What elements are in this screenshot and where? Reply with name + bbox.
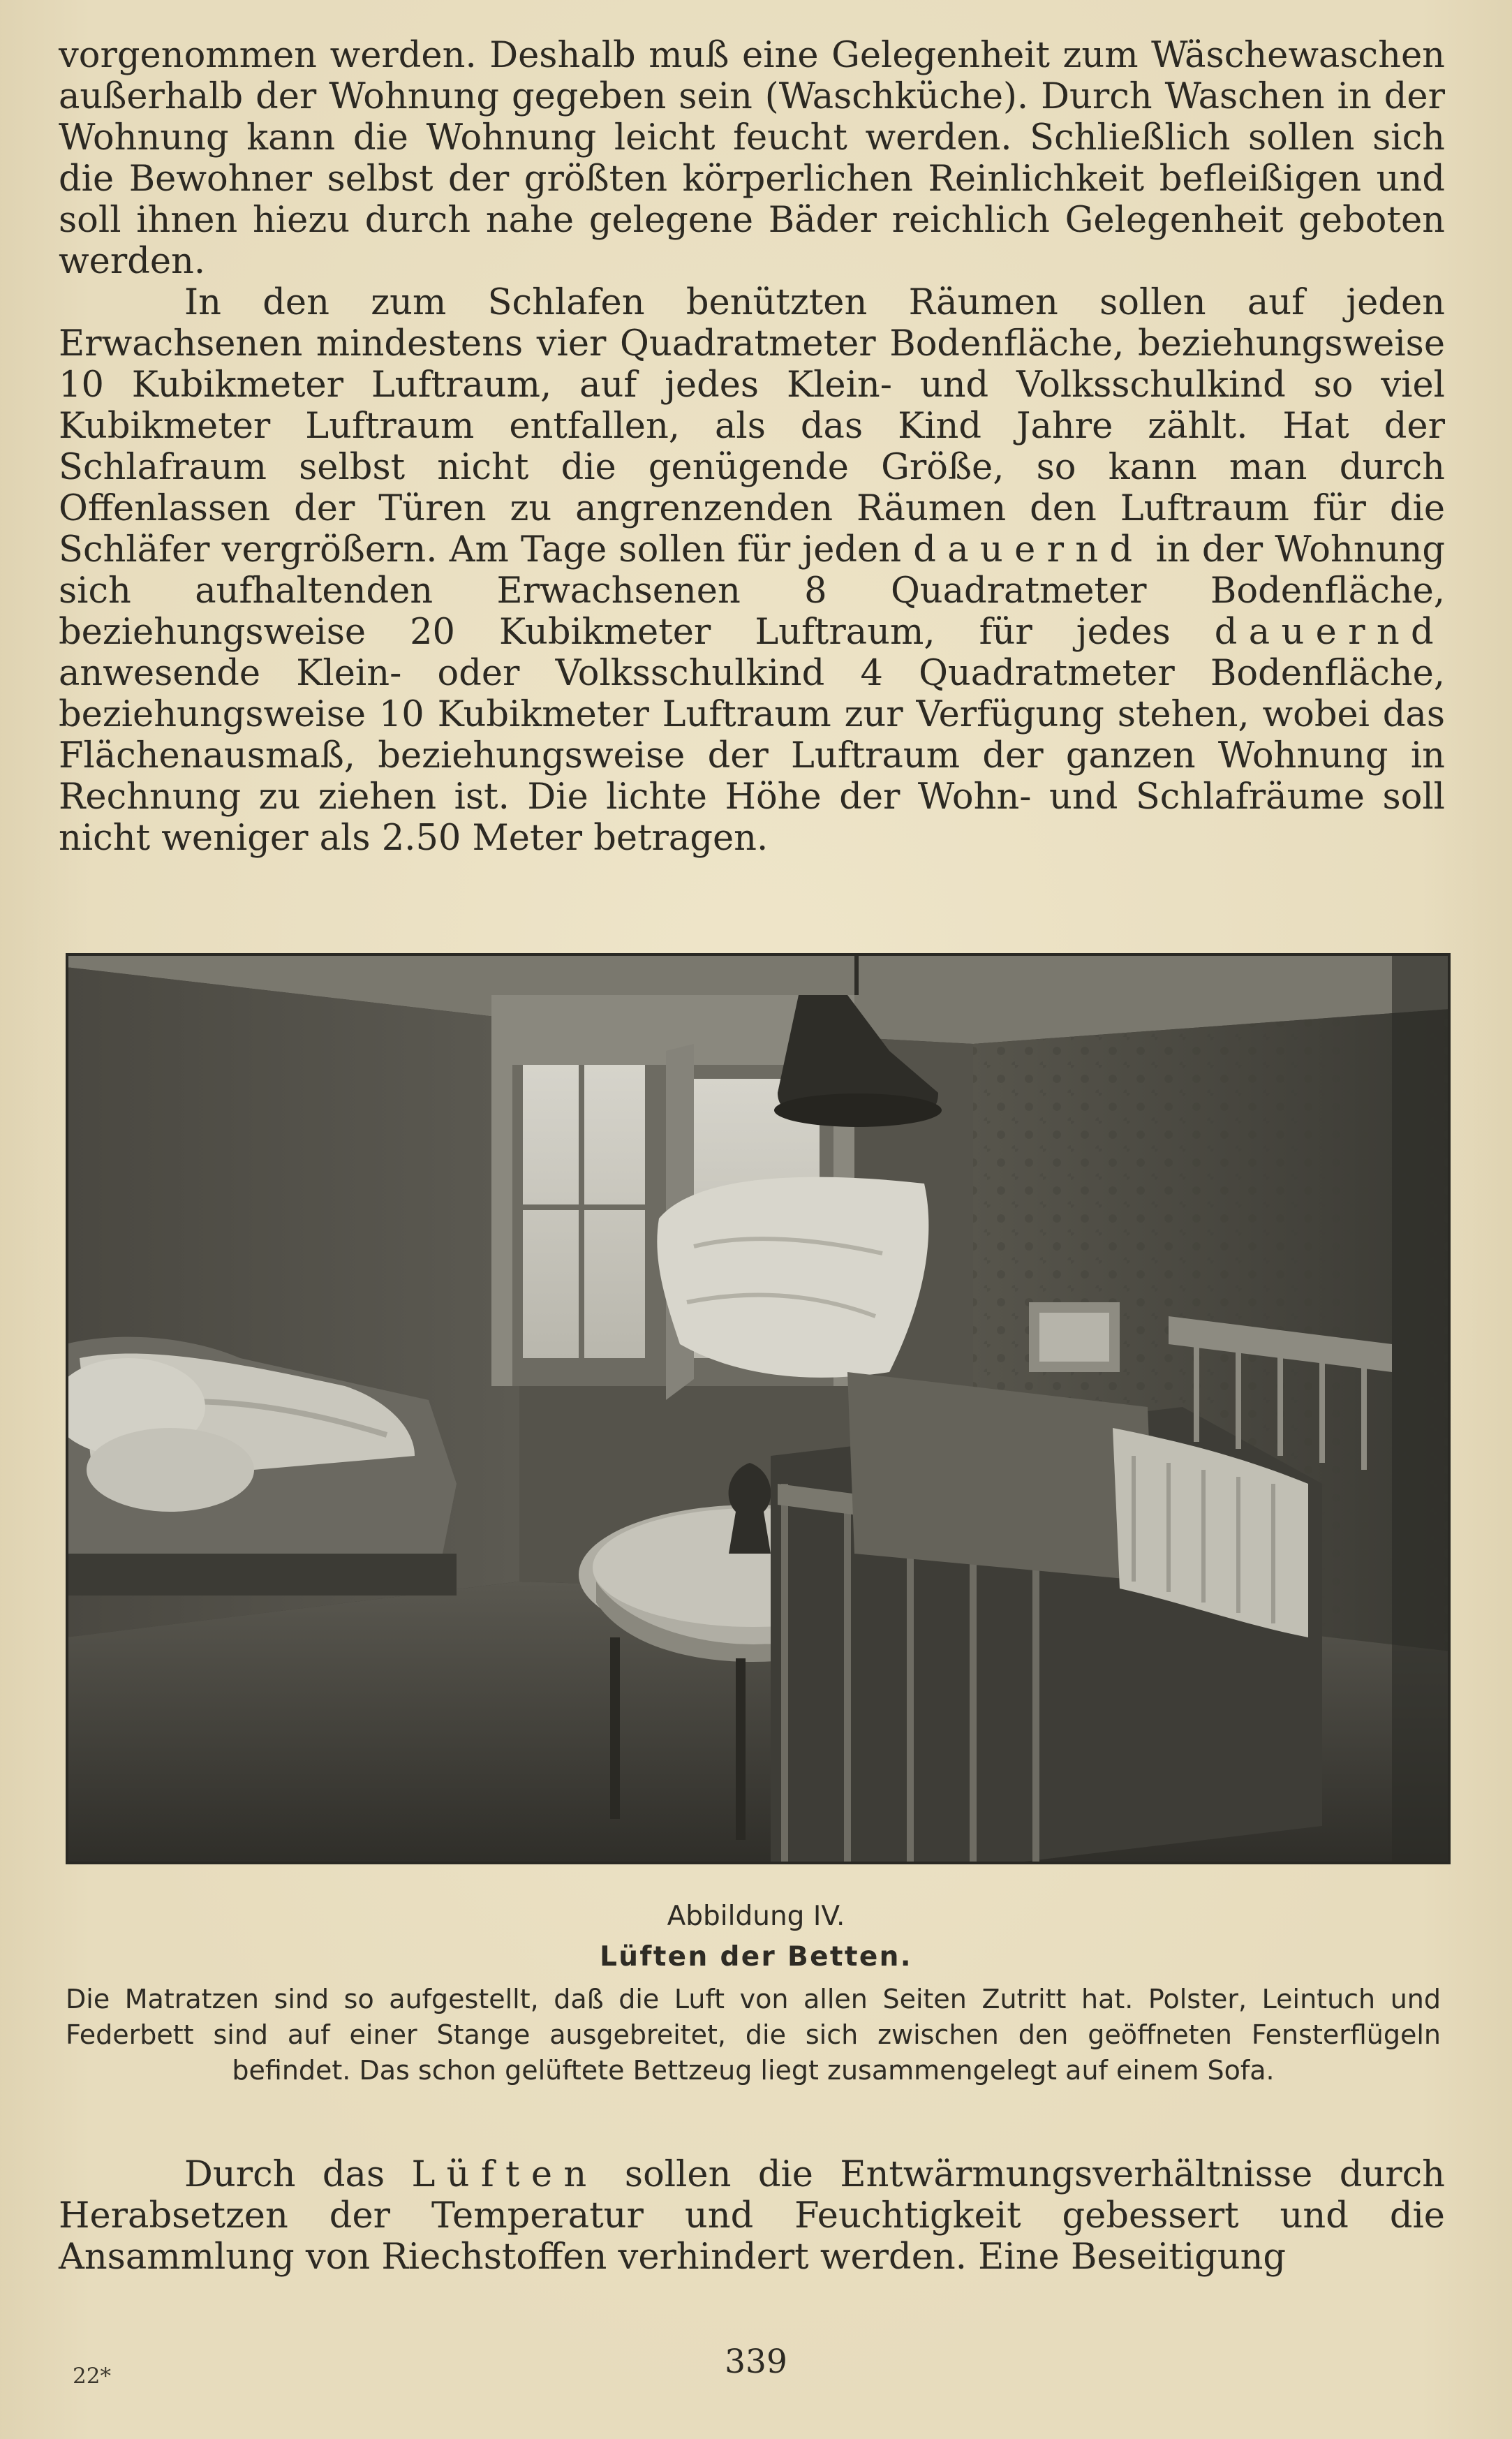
emphasis-lueften: Lüften xyxy=(411,2154,598,2195)
paragraph-2 xyxy=(59,282,1445,859)
body-text-bottom xyxy=(59,2154,1445,2278)
figure-caption: Die Matratzen sind so aufgestellt, daß die Luft von allen Seiten Zutritt hat. Polster, Leintuch und Federbett sind auf einer Stange ausgebreitet, die sich zwischen den geöffneten Fensterflügeln befindet. Das schon gelüftete Bettzeug liegt zusammengelegt auf einem Sofa. xyxy=(66,1984,1441,2086)
paragraph-3-rest: sollen die Entwärmungsverhältnisse durch Herabsetzen der Temperatur und Feuchtigkeit gebessert und die Ansammlung von Riechstoffen verhindert werden. Eine Beseitigung xyxy=(59,2154,1445,2278)
figure-number: Abbildung IV. xyxy=(667,1901,845,1932)
bedroom-photograph xyxy=(66,953,1451,1864)
photo-illustration xyxy=(66,953,1451,1864)
figure-title: Lüften der Betten. xyxy=(600,1941,912,1973)
paragraph-2-part-a: In den zum Schlafen benützten Räumen sollen auf jeden Erwachsenen mindestens vier Quadratmeter Bodenfläche, beziehungsweise 10 Kubikmeter Luftraum, auf jedes Klein- und Volksschulkind so viel Kubikmeter Luftraum entfallen, als das Kind Jahre zählt. Hat der Schlafraum selbst nicht die genügende Größe, so kann man durch Offenlassen der Türen zu angrenzenden Räumen den Luftraum für die Schläfer vergrößern. Am Tage sollen für jeden xyxy=(59,282,1445,570)
paragraph-1: vorgenommen werden. Deshalb muß eine Gelegenheit zum Wäschewaschen außerhalb der Wohnung gegeben sein (Waschküche). Durch Waschen in der Wohnung kann die Wohnung leicht feucht werden. Schließlich sollen sich die Bewohner selbst der größten körperlichen Reinlichkeit befleißigen und soll ihnen hiezu durch nahe gelegene Bäder reichlich Gelegenheit geboten werden. xyxy=(59,35,1445,282)
body-text-top xyxy=(59,35,1445,859)
page-number: 339 xyxy=(725,2343,787,2381)
paragraph-3 xyxy=(59,2154,1445,2278)
emphasis-dauernd-1: dauernd xyxy=(913,529,1144,570)
paragraph-2-part-b: in der Wohnung sich aufhaltenden Erwachsenen 8 Quadratmeter Bodenfläche, beziehungsweise 20 Kubikmeter Luftraum, für jedes xyxy=(59,529,1445,653)
emphasis-dauernd-2: dauernd xyxy=(1214,612,1445,653)
paragraph-3-prefix: Durch das xyxy=(184,2154,385,2195)
paragraph-2-part-c: anwesende Klein- oder Volksschulkind 4 Quadratmeter Bodenfläche, beziehungsweise 10 Kubikmeter Luftraum zur Verfügung stehen, wobei das Flächenausmaß, beziehungsweise der Luftraum der ganzen Wohnung in Rechnung zu ziehen ist. Die lichte Höhe der Wohn- und Schlafräume soll nicht weniger als 2.50 Meter betragen. xyxy=(59,653,1445,859)
signature-mark: 22* xyxy=(73,2364,111,2389)
